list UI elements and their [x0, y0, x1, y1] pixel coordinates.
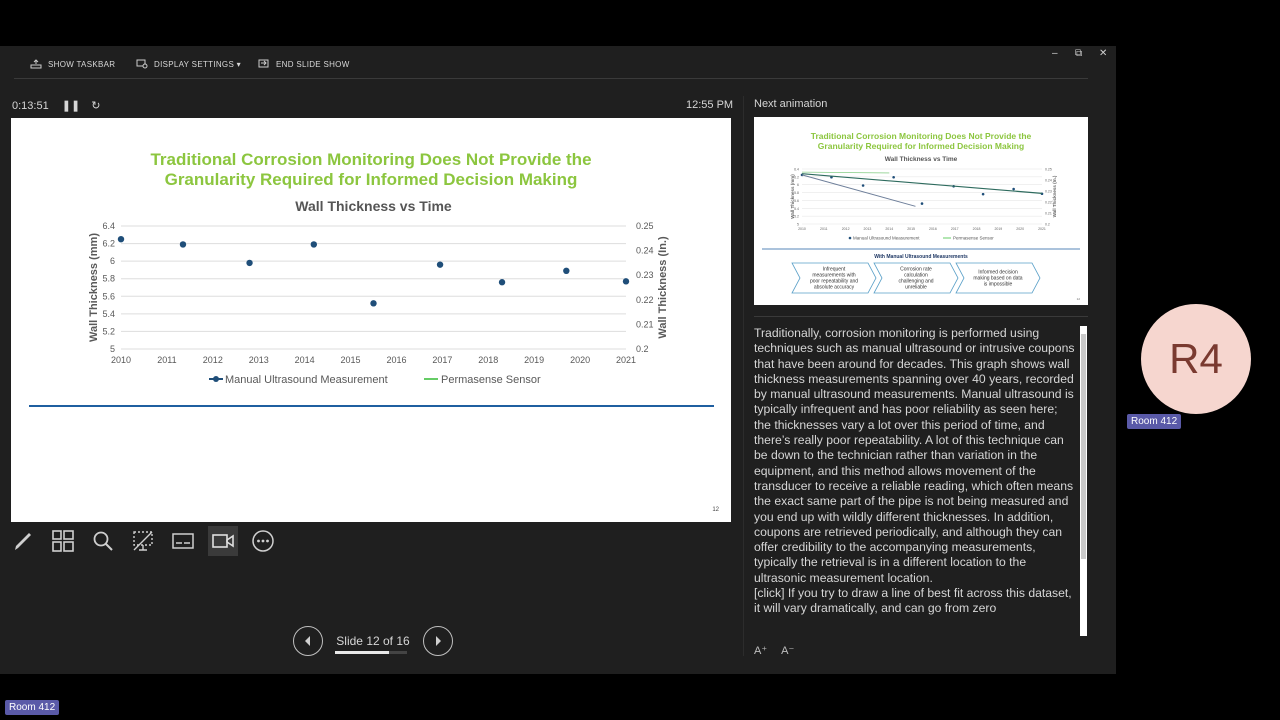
- y-axis-label: Wall Thickness (mm): [88, 232, 100, 343]
- toolbar-divider: [14, 78, 1088, 79]
- preview-x-tick: 2018: [972, 227, 981, 231]
- slide-title-line-2: Granularity Required for Informed Decision Making: [164, 170, 578, 189]
- preview-y2-axis-label: Wall Thickness (In.): [1052, 175, 1057, 218]
- preview-x-tick: 2020: [1016, 227, 1025, 231]
- legend-label-manual: Manual Ultrasound Measurement: [225, 374, 388, 386]
- previous-arrow-icon: [302, 635, 314, 647]
- preview-step-text: Infrequent: [822, 266, 846, 273]
- y2-tick-label: 0.25: [636, 221, 654, 231]
- data-point: [437, 261, 443, 267]
- preview-step-text: making based on data: [973, 275, 1023, 282]
- see-all-slides-button[interactable]: [48, 526, 78, 556]
- data-point: [499, 279, 505, 285]
- preview-data-point: [892, 176, 895, 179]
- y-tick-label: 6.2: [102, 238, 115, 249]
- preview-x-tick: 2019: [994, 227, 1003, 231]
- display-settings-button[interactable]: [136, 59, 241, 69]
- preview-y-tick: 5.4: [794, 206, 799, 211]
- x-tick-label: 2016: [386, 355, 407, 365]
- participant-avatar[interactable]: [1141, 304, 1251, 414]
- next-slide-button[interactable]: [423, 626, 453, 656]
- pen-tool-button[interactable]: [8, 526, 38, 556]
- preview-y-tick: 6.4: [794, 167, 799, 172]
- preview-trend-line-2: [802, 175, 915, 206]
- presenter-view-window: [0, 46, 1116, 674]
- minimize-button[interactable]: –: [1052, 48, 1058, 59]
- data-point: [370, 300, 376, 306]
- black-screen-button[interactable]: [128, 526, 158, 556]
- preview-data-point: [921, 202, 924, 205]
- preview-y-tick: 6: [797, 183, 799, 188]
- preview-y-tick: 5: [797, 222, 799, 227]
- more-options-button[interactable]: [248, 526, 278, 556]
- preview-y-axis-label: Wall Thickness (mm): [790, 174, 795, 219]
- end-show-icon: [258, 59, 270, 69]
- preview-legend-manual: Manual Ultrasound Measurement: [853, 235, 920, 241]
- preview-x-tick: 2014: [885, 227, 894, 231]
- preview-x-tick: 2013: [863, 227, 872, 231]
- data-point: [311, 241, 317, 247]
- x-tick-label: 2013: [248, 355, 269, 365]
- preview-x-tick: 2021: [1038, 227, 1046, 231]
- preview-y-tick: 5.8: [794, 191, 799, 196]
- wall-thickness-chart: [11, 198, 731, 488]
- decrease-font-button[interactable]: A⁻: [781, 645, 795, 657]
- slide-timer: [12, 99, 100, 112]
- slides-grid-icon: [51, 529, 75, 553]
- y-tick-label: 5.6: [102, 291, 115, 302]
- x-tick-label: 2012: [202, 355, 223, 365]
- increase-font-button[interactable]: A⁺: [754, 645, 768, 657]
- data-point: [623, 278, 629, 284]
- preview-x-tick: 2017: [950, 227, 959, 231]
- chart-title: Wall Thickness vs Time: [295, 198, 452, 214]
- y-tick-label: 6: [109, 256, 115, 267]
- preview-data-point: [862, 184, 865, 187]
- preview-x-tick: 2016: [929, 227, 937, 231]
- preview-y2-tick: 0.24: [1045, 178, 1052, 183]
- y-tick-label: 6.4: [102, 221, 115, 231]
- display-settings-label: DISPLAY SETTINGS ▾: [154, 59, 241, 69]
- preview-chart-title: Wall Thickness vs Time: [884, 156, 958, 163]
- preview-title-line-2: Granularity Required for Informed Decision Making: [817, 141, 1025, 151]
- preview-x-tick: 2011: [820, 227, 828, 231]
- x-tick-label: 2021: [615, 355, 637, 365]
- y2-tick-label: 0.21: [636, 319, 654, 330]
- taskbar-icon: [30, 59, 42, 69]
- current-time: 12:55 PM: [686, 99, 734, 111]
- close-button[interactable]: ✕: [1099, 48, 1108, 59]
- y-tick-label: 5: [109, 344, 115, 354]
- data-point: [118, 236, 124, 242]
- preview-y-tick: 5.2: [794, 214, 799, 219]
- preview-step-text: measurements with: [812, 272, 856, 279]
- x-tick-label: 2017: [432, 355, 453, 365]
- y2-tick-label: 0.24: [636, 245, 654, 256]
- preview-x-tick: 2012: [841, 227, 850, 231]
- restore-button[interactable]: ⧉: [1075, 48, 1083, 59]
- previous-slide-button[interactable]: [293, 626, 323, 656]
- preview-slide-number: 12: [1076, 297, 1080, 301]
- next-arrow-icon: [432, 635, 444, 647]
- preview-y2-tick: 0.2: [1045, 222, 1050, 227]
- preview-step-text: is impossible: [983, 281, 1013, 288]
- more-options-icon: [251, 529, 275, 553]
- data-point: [563, 268, 569, 274]
- legend-dot-manual: [213, 376, 219, 382]
- notes-scrollbar-thumb[interactable]: [1081, 334, 1086, 559]
- y2-tick-label: 0.2: [636, 344, 649, 354]
- display-settings-icon: [136, 59, 148, 69]
- x-tick-label: 2020: [570, 355, 591, 365]
- y-tick-label: 5.2: [102, 326, 115, 337]
- slide-progress-fill: [335, 651, 389, 654]
- preview-step-text: calculation: [904, 272, 928, 279]
- timer-value: 0:13:51: [12, 100, 49, 112]
- preview-data-point: [1012, 188, 1015, 191]
- speaker-notes[interactable]: [754, 326, 1076, 636]
- preview-y2-tick: 0.21: [1045, 211, 1052, 216]
- preview-y2-tick: 0.25: [1045, 167, 1052, 172]
- y2-tick-label: 0.23: [636, 270, 654, 281]
- y-tick-label: 5.8: [102, 273, 115, 284]
- slide-number: 12: [712, 507, 719, 513]
- x-tick-label: 2010: [110, 355, 132, 365]
- reset-timer-icon[interactable]: ↻: [91, 100, 101, 112]
- x-tick-label: 2011: [157, 355, 177, 365]
- y2-axis-label: Wall Thickness (In.): [657, 236, 669, 339]
- video-camera-icon: [211, 529, 235, 553]
- preview-step-text: Informed decision: [978, 269, 1018, 276]
- preview-y2-tick: 0.23: [1045, 189, 1052, 194]
- end-slide-show-button[interactable]: [258, 59, 350, 69]
- next-slide-preview[interactable]: [754, 117, 1088, 305]
- legend-label-permasense: Permasense Sensor: [441, 374, 541, 386]
- preview-step-text: unreliable: [905, 284, 927, 291]
- preview-section-title: With Manual Ultrasound Measurements: [874, 254, 968, 260]
- pane-divider[interactable]: [743, 96, 744, 656]
- x-tick-label: 2015: [340, 355, 361, 365]
- x-tick-label: 2019: [524, 355, 545, 365]
- presenter-toolbar: [0, 46, 1116, 80]
- preview-step-text: Corrosion rate: [900, 266, 932, 273]
- zoom-button[interactable]: [88, 526, 118, 556]
- slide-title: [71, 150, 671, 190]
- preview-step-text: poor repeatability and: [809, 278, 859, 285]
- preview-step-text: absolute accuracy: [813, 284, 855, 291]
- preview-step-text: challenging and: [898, 278, 934, 285]
- avatar-initials: R4: [1169, 335, 1223, 382]
- preview-legend-dot-manual: [849, 237, 852, 240]
- notes-divider: [754, 316, 1088, 317]
- current-slide[interactable]: [11, 118, 731, 522]
- camera-button[interactable]: [208, 526, 238, 556]
- preview-trend-line-3: [802, 172, 889, 173]
- x-tick-label: 2018: [478, 355, 499, 365]
- preview-data-point: [982, 193, 985, 196]
- slide-divider-line: [29, 405, 714, 407]
- bottom-room-tag: Room 412: [5, 700, 59, 715]
- preview-legend-permasense: Permasense Sensor: [953, 235, 994, 241]
- y-tick-label: 5.4: [102, 308, 115, 319]
- slide-progress-bar: [335, 651, 407, 654]
- end-slide-show-label: END SLIDE SHOW: [276, 59, 350, 69]
- data-point: [180, 241, 186, 247]
- x-tick-label: 2014: [294, 355, 315, 365]
- preview-title-line-1: Traditional Corrosion Monitoring Does Not Provide the: [810, 131, 1032, 141]
- data-point: [246, 260, 252, 266]
- show-taskbar-button[interactable]: [30, 59, 115, 69]
- show-taskbar-label: SHOW TASKBAR: [48, 59, 116, 69]
- y2-tick-label: 0.22: [636, 294, 654, 305]
- subtitles-icon: [171, 529, 195, 553]
- participant-room-tag: Room 412: [1127, 414, 1181, 429]
- notes-paragraph-2: [click] If you try to draw a line of best fit across this dataset, it will vary dramatically, and can go from zero: [754, 586, 1072, 616]
- preview-x-tick: 2010: [798, 227, 806, 231]
- notes-paragraph-1: Traditionally, corrosion monitoring is performed using techniques such as manual ultrasound or intrusive coupons that have been around for decades. This graph shows wall thickness measurements spanning over 40 years, recorded by manual ultrasound measurements. Manual ultrasound is typically infrequent and has poor reliability as seen here; the thicknesses vary a lot over this period of time, and there’s really poor repeatability. A lot of this technique can be down to the technician rather than variation in the equipment, and this method allows movement of the transducer to receive a reliable reading, which often means the exact same part of the pipe is not being measured and you end up with wildly different thicknesses. In addition, coupons are retrieved periodically, and although they can offer credibility to the accompanying measurements, typically the retrieval is in a different location to the ultrasonic measurement location.: [754, 326, 1075, 585]
- notes-scrollbar[interactable]: [1080, 326, 1087, 636]
- notes-font-controls: [754, 644, 794, 657]
- slide-title-line-1: Traditional Corrosion Monitoring Does Not Provide the: [150, 150, 592, 169]
- pen-icon: [11, 529, 35, 553]
- magnifier-icon: [91, 529, 115, 553]
- preview-y-tick: 5.6: [794, 198, 799, 203]
- screen-off-icon: [131, 529, 155, 553]
- preview-y2-tick: 0.22: [1045, 200, 1052, 205]
- next-animation-label: Next animation: [754, 98, 828, 110]
- preview-chart: [754, 117, 1088, 305]
- pause-timer-icon[interactable]: ❚❚: [61, 100, 81, 112]
- subtitles-button[interactable]: [168, 526, 198, 556]
- presenter-tools: [8, 526, 278, 556]
- preview-x-tick: 2015: [907, 227, 915, 231]
- preview-y-tick: 6.2: [794, 175, 799, 180]
- slide-counter: Slide 12 of 16: [336, 634, 410, 648]
